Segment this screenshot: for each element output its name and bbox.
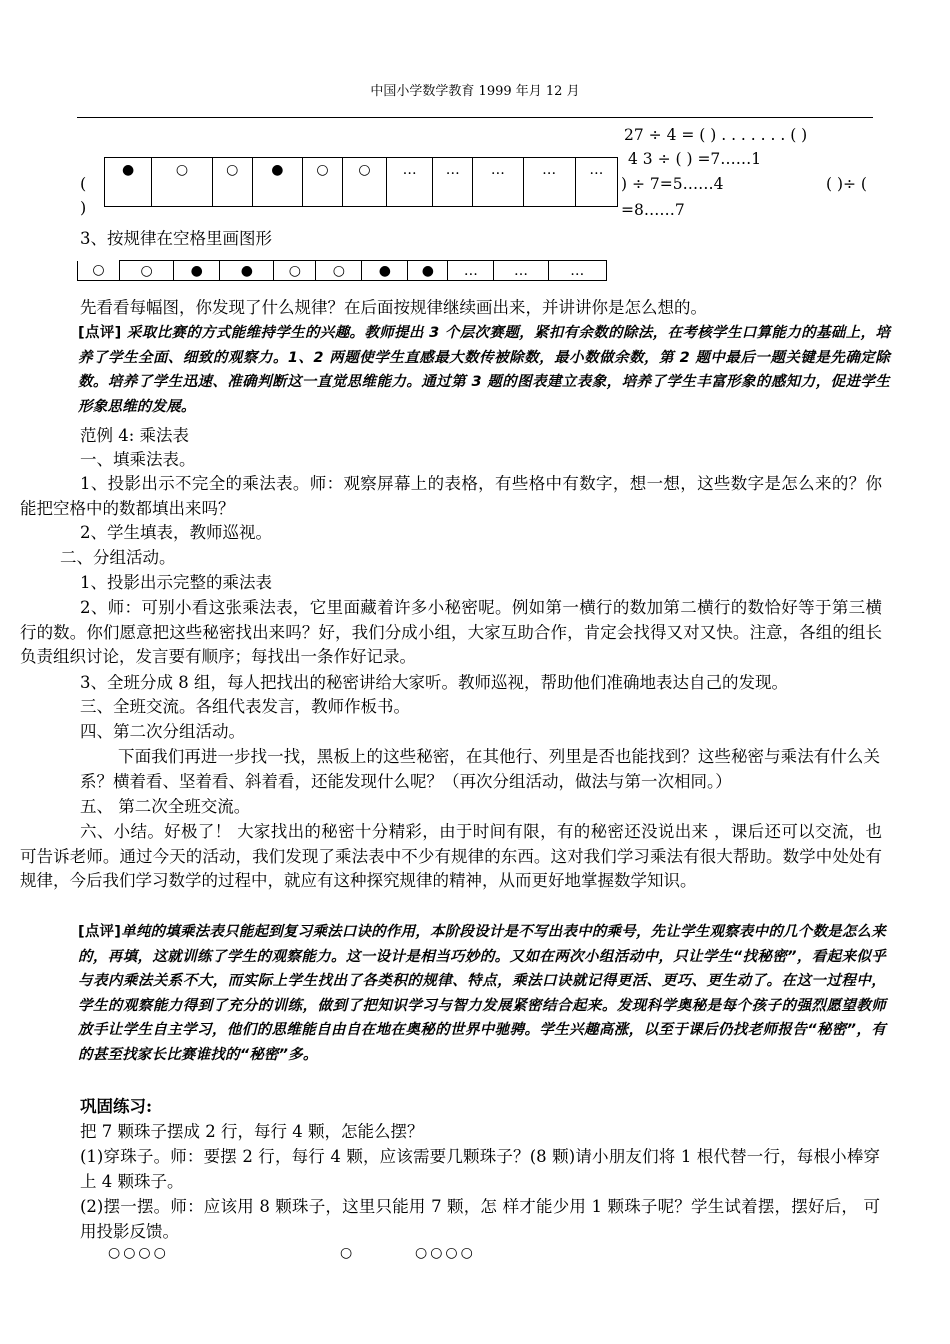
section-6-summary: 六、小结。好极了！ 大家找出的秘密十分精彩，由于时间有限，有的秘密还没说出来 ，课后还可以交流，也可告诉老师。通过今天的活动，我们发现了乘法表中不少有规律的东西。这对我们学习乘法有很大帮助。数学中处处有规律，今后我们学习数学的过程中，就应有这种探究规律的精神，从而更好地掌握数学知识。: [20, 822, 882, 890]
beads-middle: ○: [340, 1245, 353, 1261]
section-2-item-1: 1、投影出示完整的乘法表: [80, 573, 272, 592]
comment-1: [78, 321, 890, 419]
grid1-cell: …: [523, 158, 575, 207]
grid2-cell: ●: [220, 261, 274, 281]
practice-item-2: (2)摆一摆。师：应该用 8 颗珠子，这里只能用 7 颗，怎 样才能少用 1 颗珠子呢？学生试着摆，摆好后， 可用投影反馈。: [80, 1197, 880, 1241]
practice-title: 巩固练习:: [80, 1097, 153, 1116]
comment-1-text: 采取比赛的方式能维持学生的兴趣。教师提出 3 个层次赛题，紧扣有余数的除法，在考核学生口算能力的基础上，培养了学生全面、细致的观察力。1、2 两题使学生直感最大数传被除数，最小数做余数，第 2 题中最后一题关键是先确定除数。培养了学生迅速、准确判断这一直觉思维能力。通过第 3 题的图表建立表象，培养了学生丰富形象的感知力，促进学生形象思维的发展。: [78, 325, 891, 415]
beads-right: ○○○○: [415, 1245, 476, 1261]
comment-2: [78, 920, 886, 1068]
grid2-cell: …: [448, 261, 494, 281]
grid2-cell: ○: [274, 261, 316, 281]
equation-4: ( )÷ (: [826, 175, 867, 193]
grid1-cell: ○: [212, 158, 252, 207]
grid1-cell: ○: [302, 158, 342, 207]
section-2-item-2: 2、师：可别小看这张乘法表，它里面藏着许多小秘密呢。例如第一横行的数加第二横行的数恰好等于第三横行的数。你们愿意把这些秘密找出来吗？好，我们分成小组，大家互助合作，肯定会找得又对又快。注意，各组的组长负责组织讨论，发言要有顺序；每找出一条作好记录。: [20, 598, 882, 666]
grid2-cell: ●: [408, 261, 448, 281]
comment-1-label: [点评]: [78, 325, 122, 341]
section-2-item-3: 3、全班分成 8 组，每人把找出的秘密讲给大家听。教师巡视，帮助他们准确地表达自己的发现。: [80, 673, 788, 692]
comment-2-label: [点评]: [78, 924, 122, 940]
grid2-cell: ○: [78, 261, 120, 281]
grid1-cell: …: [575, 158, 617, 207]
header-rule: [77, 117, 873, 118]
paren-open: (: [80, 174, 87, 193]
practice-question: 把 7 颗珠子摆成 2 行，每行 4 颗，怎能么摆？: [80, 1122, 424, 1141]
paren-close: ): [80, 198, 87, 217]
grid2-cell: …: [494, 261, 548, 281]
grid2-cell: ○: [316, 261, 362, 281]
grid1-cell: ○: [342, 158, 386, 207]
grid1-cell: …: [387, 158, 433, 207]
grid2-cell: ●: [362, 261, 408, 281]
grid2-cell: ●: [174, 261, 220, 281]
grid1-cell: ●: [252, 158, 302, 207]
grid1-cell: …: [473, 158, 523, 207]
paragraph-look: 先看看每幅图，你发现了什么规律？在后面按规律继续画出来，并讲讲你是怎么想的。: [80, 298, 707, 317]
grid2-cell: ○: [119, 261, 173, 281]
section-1-title: 一、填乘法表。: [80, 450, 196, 469]
equation-5: =8……7: [621, 201, 685, 219]
section-5-title: 五、 第二次全班交流。: [80, 797, 251, 816]
grid2-cell: …: [548, 261, 606, 281]
pattern-grid-1: [104, 157, 618, 207]
section-4-title: 四、第二次分组活动。: [80, 722, 245, 741]
pattern-grid-2: [77, 260, 607, 281]
grid1-cell: ○: [152, 158, 213, 207]
grid1-cell: …: [433, 158, 473, 207]
page-header: 中国小学数学教育 1999 年月 12 月: [370, 84, 580, 99]
beads-left: ○○○○: [108, 1245, 169, 1261]
section-2-title: 二、分组活动。: [60, 548, 176, 567]
section-1-item-2: 2、学生填表，教师巡视。: [80, 523, 272, 542]
example-4-title: 范例 4: 乘法表: [80, 426, 190, 445]
comment-2-text: 单纯的填乘法表只能起到复习乘法口诀的作用，本阶段设计是不写出表中的乘号，先让学生观察表中的几个数是怎么来的，再填，这就训练了学生的观察能力。这一设计是相当巧妙的。又如在两次小组活动中，只让学生“找秘密”，看起来似乎与表内乘法关系不大，而实际上学生找出了各类积的规律、特点，乘法口诀就记得更活、更巧、更生动了。在这一过程中，学生的观察能力得到了充分的训练，做到了把知识学习与智力发展紧密结合起来。发现科学奥秘是每个孩子的强烈愿望教师放手让学生自主学习，他们的思维能自由自在地在奥秘的世界中驰骋。学生兴趣高涨，以至于课后仍找老师报告“秘密”，有的甚至找家长比赛谁找的“秘密”多。: [78, 924, 886, 1063]
equation-3: ) ÷ 7=5……4: [621, 175, 724, 193]
equation-1: 27 ÷ 4 = ( ) . . . . . . . ( ): [624, 126, 808, 144]
section-4-paragraph: 下面我们再进一步找一找，黑板上的这些秘密，在其他行、列里是否也能找到？这些秘密与乘法有什么关系？横着看、坚着看、斜着看，还能发现什么呢？（再次分组活动，做法与第一次相同。）: [80, 747, 880, 791]
section-3-title: 3、按规律在空格里画图形: [80, 229, 272, 248]
section-1-item-1: 1、投影出示不完全的乘法表。师：观察屏幕上的表格，有些格中有数字，想一想，这些数字是怎么来的？你能把空格中的数都填出来吗？: [20, 474, 882, 518]
practice-item-1: (1)穿珠子。师：要摆 2 行，每行 4 颗，应该需要几颗珠子？(8 颗)请小朋友们将 1 根代替一行，每根小棒穿上 4 颗珠子。: [80, 1147, 880, 1191]
grid1-cell: ●: [105, 158, 152, 207]
equation-2: 4 3 ÷ ( ) =7……1: [628, 150, 762, 168]
section-3-exchange: 三、全班交流。各组代表发言，教师作板书。: [80, 697, 410, 716]
